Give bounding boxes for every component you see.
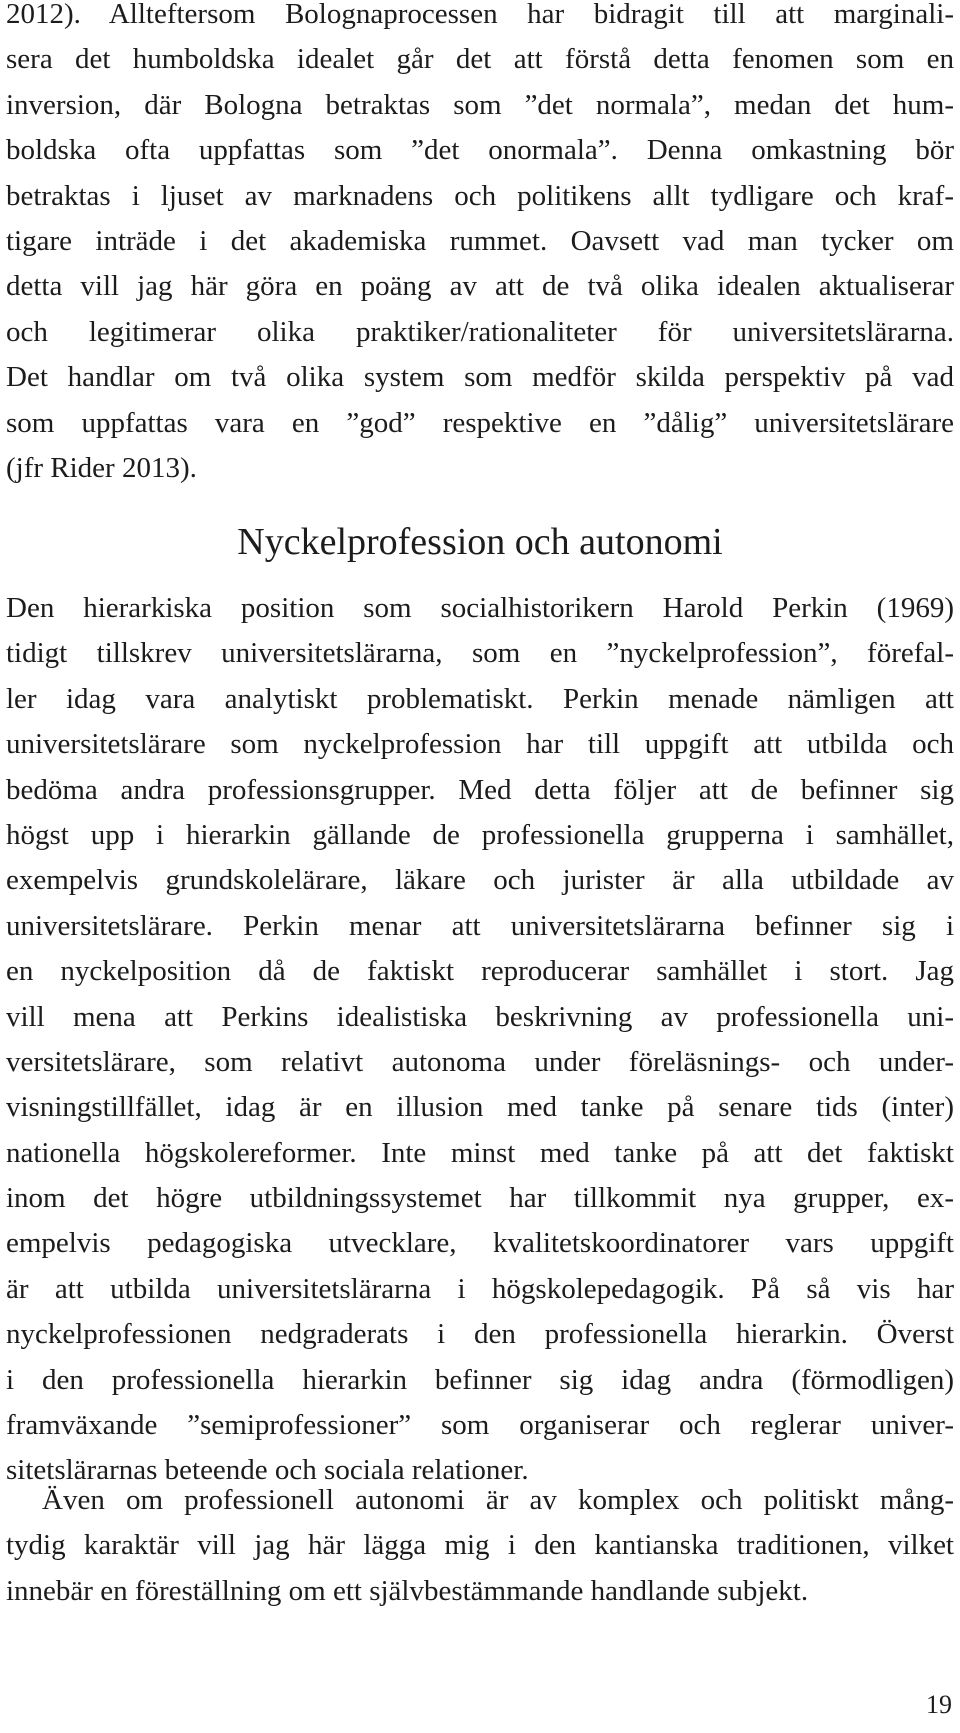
text-line: Det handlar om två olika system som medför skilda perspektiv på vad	[6, 361, 954, 394]
book-page	[6, 0, 954, 1733]
text-line: nyckelprofessionen nedgraderats i den professionella hierarkin. Överst	[6, 1318, 954, 1351]
text-line: Den hierarkiska position som socialhistorikern Harold Perkin (1969)	[6, 592, 954, 624]
text-line: sera det humboldska idealet går det att förstå detta fenomen som en	[6, 43, 954, 76]
text-line: inversion, där Bologna betraktas som ”det normala”, medan det hum-	[6, 88, 954, 121]
text-line: exempelvis grundskolelärare, läkare och jurister är alla utbildade av	[6, 864, 954, 897]
text-line: boldska ofta uppfattas som ”det onormala”. Denna omkastning bör	[6, 134, 954, 167]
text-line: innebär en föreställning om ett självbestämmande handlande subjekt.	[6, 1574, 809, 1607]
text-line: högst upp i hierarkin gällande de professionella grupperna i samhället,	[6, 818, 954, 851]
text-line: i den professionella hierarkin befinner sig idag andra (förmodligen)	[6, 1363, 954, 1396]
section-heading: Nyckelprofession och autonomi	[237, 521, 723, 563]
text-line: detta vill jag här göra en poäng av att de två olika idealen aktualiserar	[6, 270, 954, 303]
text-line: ler idag vara analytiskt problematiskt. Perkin menade nämligen att	[6, 682, 954, 715]
text-line: är att utbilda universitetslärarna i högskolepedagogik. På så vis har	[6, 1272, 954, 1305]
text-line: och legitimerar olika praktiker/rationaliteter för universitetslärarna.	[6, 315, 954, 348]
paragraph-autonomi	[6, 1478, 954, 1614]
page-number: 19	[926, 1690, 952, 1719]
text-line: som uppfattas vara en ”god” respektive en ”dålig” universitetslärare	[6, 406, 954, 439]
text-line: versitetslärare, som relativt autonoma under föreläsnings- och under-	[6, 1045, 954, 1078]
paragraph-nyckelprofession	[6, 586, 954, 1494]
text-line: (jfr Rider 2013).	[6, 451, 197, 484]
text-line: inom det högre utbildningssystemet har tillkommit nya grupper, ex-	[6, 1182, 954, 1215]
text-line: bedöma andra professionsgrupper. Med detta följer att de befinner sig	[6, 773, 954, 806]
text-line: nationella högskolereformer. Inte minst med tanke på att det faktiskt	[6, 1136, 954, 1169]
text-line: Även om professionell autonomi är av komplex och politiskt mång-	[42, 1484, 954, 1516]
text-line: vill mena att Perkins idealistiska beskrivning av professionella uni-	[6, 1000, 954, 1033]
text-line: tigare inträde i det akademiska rummet. Oavsett vad man tycker om	[6, 224, 954, 257]
text-line: framväxande ”semiprofessioner” som organiserar och reglerar univer-	[6, 1409, 954, 1442]
text-line: betraktas i ljuset av marknadens och politikens allt tydligare och kraf-	[6, 179, 954, 212]
text-line: empelvis pedagogiska utvecklare, kvalitetskoordinatorer vars uppgift	[6, 1227, 954, 1260]
text-line: en nyckelposition då de faktiskt reproducerar samhället i stort. Jag	[6, 955, 954, 988]
text-line: tidigt tillskrev universitetslärarna, som en ”nyckelprofession”, förefal-	[6, 637, 954, 670]
text-line: visningstillfället, idag är en illusion med tanke på senare tids (inter)	[6, 1091, 954, 1124]
text-line: tydig karaktär vill jag här lägga mig i den kantianska traditionen, vilket	[6, 1529, 954, 1562]
paragraph-bologna	[6, 0, 954, 491]
text-line: universitetslärare. Perkin menar att universitetslärarna befinner sig i	[6, 909, 954, 942]
text-line: 2012). Allteftersom Bolognaprocessen har bidragit till att marginali-	[6, 0, 954, 30]
text-line: universitetslärare som nyckelprofession har till uppgift att utbilda och	[6, 728, 954, 761]
text-line: sitetslärarnas beteende och sociala relationer.	[6, 1454, 529, 1487]
